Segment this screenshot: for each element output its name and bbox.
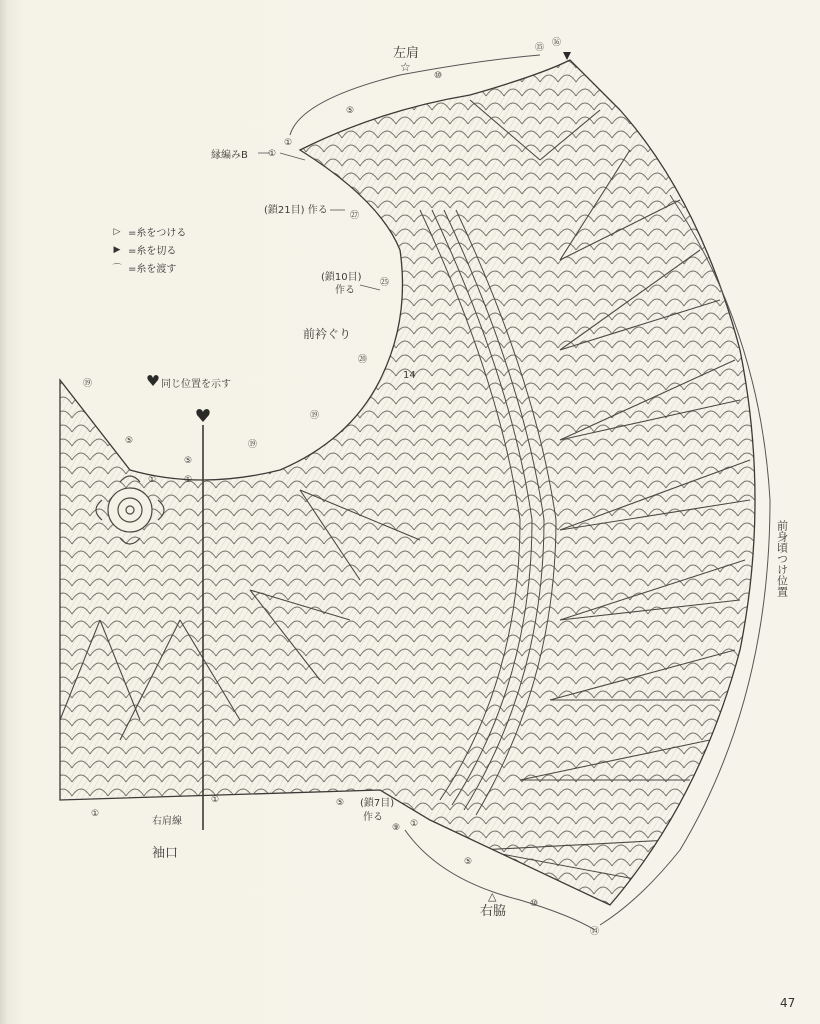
row-marker-19-neck: ⑲: [310, 411, 320, 421]
row-marker-19-left: ⑲: [83, 379, 93, 389]
row-marker-5-top: ⑤: [346, 106, 355, 116]
row-marker-14: ⑭: [590, 927, 600, 937]
row-marker-1-bottom-left: ①: [91, 809, 100, 819]
label-ch7-b: 作る: [363, 812, 383, 823]
row-marker-5-line: ⑤: [184, 456, 193, 466]
legend-carry-yarn-text: =糸を渡す: [128, 264, 177, 275]
row-marker-10-top: ⑩: [434, 71, 443, 81]
row-marker-5-side: ⑤: [464, 857, 473, 867]
row-marker-1-line: ①: [184, 475, 193, 485]
label-ch7-a: (鎖7目): [360, 798, 395, 809]
legend-cut-yarn: [110, 242, 176, 257]
carry-yarn-icon: ⌒: [112, 264, 122, 274]
cut-yarn-icon: ▶: [113, 244, 121, 255]
row-marker-1-top: ①: [284, 138, 293, 148]
join-yarn-icon: ▷: [113, 226, 121, 237]
row-marker-27: ㉗: [350, 211, 360, 221]
row-marker-19-mid: ⑲: [248, 440, 258, 450]
label-ch10-a: (鎖10目): [321, 272, 362, 283]
label-body-attach: 前身頃つけ位置: [775, 520, 789, 597]
star-symbol: ☆: [400, 60, 411, 74]
label-ch21: (鎖21目) 作る: [264, 205, 328, 216]
row-marker-5-bottom: ⑤: [336, 798, 345, 808]
row-marker-20: ⑳: [358, 355, 368, 365]
row-marker-5-left: ⑤: [125, 436, 134, 446]
row-marker-15: ⑮: [535, 43, 545, 53]
row-marker-9: ⑨: [392, 823, 401, 833]
label-right-side: 右脇: [480, 904, 507, 919]
heart-marker: [196, 409, 209, 422]
page-number: 47: [780, 996, 796, 1010]
legend-cut-yarn-text: =糸を切る: [128, 246, 177, 257]
end-marker: [563, 52, 571, 60]
legend-carry-yarn: [110, 260, 176, 275]
label-left-shoulder: 左肩: [393, 46, 420, 61]
label-front-neck: 前衿ぐり: [303, 327, 352, 341]
row-marker-1-side: ①: [410, 819, 419, 829]
label-right-shoulder-line: 右肩線: [152, 816, 182, 827]
label-same-position: 同じ位置を示す: [161, 379, 231, 390]
row-marker-1-flower: ①: [148, 475, 157, 485]
row-marker-1-bottom-mid: ①: [211, 795, 220, 805]
row-marker-1-edging: ①: [268, 149, 277, 159]
row-marker-25: ㉕: [380, 278, 390, 288]
legend-join-yarn-text: =糸をつける: [128, 228, 187, 239]
label-cuff: 袖口: [152, 846, 179, 861]
label-14: 14: [403, 370, 416, 381]
row-marker-10-side: ⑩: [530, 899, 539, 909]
label-ch10-b: 作る: [335, 285, 355, 296]
triangle-symbol: △: [488, 890, 497, 903]
legend-heart: [147, 375, 158, 386]
label-edging: 縁編みB: [211, 150, 248, 161]
legend-join-yarn: [110, 224, 186, 239]
fan-stitches: [40, 40, 800, 940]
row-marker-16: ⑯: [552, 38, 562, 48]
